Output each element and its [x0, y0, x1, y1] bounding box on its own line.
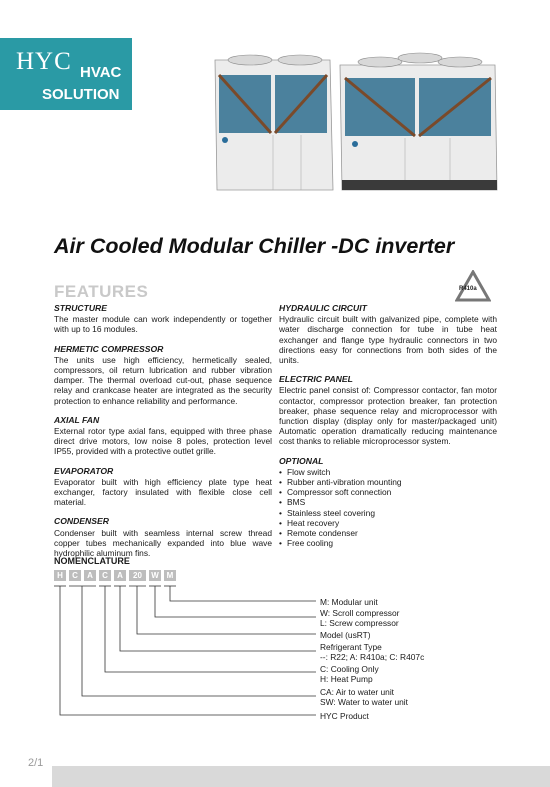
- desc-line: M: Modular unit: [320, 597, 378, 607]
- list-item: • Remote condenser: [279, 528, 497, 538]
- desc-line: --: R22; A: R410a; C: R407c: [320, 652, 425, 663]
- page-number: 2/1: [28, 757, 44, 769]
- section-heading: AXIAL FAN: [54, 414, 100, 425]
- section-text: External rotor type axial fans, equipped with three phase direct drive motors, low noise 8 poles, protection level IP55, provided with a protective outlet grille.: [54, 426, 272, 457]
- badge-label: R410a: [459, 286, 477, 292]
- features-heading: FEATURES: [54, 282, 149, 301]
- nomenclature-desc-product: [320, 711, 369, 721]
- list-item: • Rubber anti-vibration mounting: [279, 477, 497, 487]
- code-box: C: [99, 570, 111, 581]
- section-heading: CONDENSER: [54, 516, 109, 527]
- section-heading: EVAPORATOR: [54, 465, 114, 476]
- list-item: • Stainless steel covering: [279, 508, 497, 518]
- code-box: W: [149, 570, 161, 581]
- desc-line: W: Scroll compressor: [320, 608, 400, 618]
- nomenclature-desc-model: [320, 630, 371, 640]
- section-text: The master module can work independently or together with up to 16 modules.: [54, 314, 272, 335]
- code-box: M: [164, 570, 176, 581]
- nomenclature-desc-unit-type: [320, 687, 408, 707]
- nomenclature-desc-function: [320, 664, 379, 684]
- nomenclature-heading: NOMENCLATURE: [54, 556, 130, 566]
- brand-name: HYC: [16, 48, 72, 75]
- page-title: Air Cooled Modular Chiller -DC inverter: [54, 234, 455, 258]
- section-text: The units use high efficiency, hermetically sealed, compressors, oil return lubrication and rubber vibration damper. The thermal overload cut-out, phase sequence relay and crankcase heater are integrated as the security protection to enhance reliability and performance.: [54, 354, 272, 406]
- desc-line: SW: Water to water unit: [320, 697, 408, 708]
- code-box: A: [114, 570, 126, 581]
- desc-line: CA: Air to water unit: [320, 687, 395, 697]
- nomenclature-desc-modular: [320, 597, 378, 607]
- desc-line: Model (usRT): [320, 630, 371, 640]
- section-heading: OPTIONAL: [279, 455, 324, 466]
- section-text: Evaporator built with high efficiency plate type heat exchanger, factory insulated with flexible close cell material.: [54, 476, 272, 508]
- section-heading: HERMETIC COMPRESSOR: [54, 343, 164, 354]
- desc-line: H: Heat Pump: [320, 674, 373, 685]
- code-box: H: [54, 570, 66, 581]
- desc-line: Refrigerant Type: [320, 642, 382, 652]
- nomenclature-desc-refrigerant: [320, 642, 424, 662]
- desc-line: C: Cooling Only: [320, 664, 379, 674]
- list-item: • Free cooling: [279, 538, 497, 548]
- list-item: • BMS: [279, 497, 497, 507]
- brand-line-1: HVAC: [80, 64, 122, 81]
- section-heading: HYDRAULIC CIRCUIT: [279, 303, 367, 313]
- desc-line: HYC Product: [320, 711, 369, 721]
- code-box: A: [84, 570, 96, 581]
- section-text: Electric panel consist of: Compressor contactor, fan motor contactor, compressor protection breaker, fan protection breaker, phase sequence relay and microprocessor with function display (display only for master/packaged unit) Automatic operation dramatically reducing maintenance cost thanks to reliable microprocessor system.: [279, 385, 497, 447]
- code-box: 20: [129, 570, 146, 581]
- section-heading: STRUCTURE: [54, 303, 107, 313]
- list-item: • Flow switch: [279, 467, 497, 477]
- section-text: Condenser built with seamless internal screw thread copper tubes mechanically expanded into blue wave hydrophilic aluminum fins.: [54, 527, 272, 559]
- nomenclature-desc-compressor: [320, 608, 399, 628]
- footer-bar: [52, 766, 550, 787]
- code-box: C: [69, 570, 81, 581]
- list-item: • Heat recovery: [279, 518, 497, 528]
- list-item: • Compressor soft connection: [279, 487, 497, 497]
- section-heading: ELECTRIC PANEL: [279, 374, 353, 385]
- brand-line-2: SOLUTION: [42, 86, 120, 103]
- desc-line: L: Screw compressor: [320, 618, 399, 629]
- section-text: Hydraulic circuit built with galvanized pipe, complete with water discharge connection for tube in tube heat exchanger and flange type hydraulic connectors in two directions easy for connections from both sides of the units.: [279, 314, 497, 366]
